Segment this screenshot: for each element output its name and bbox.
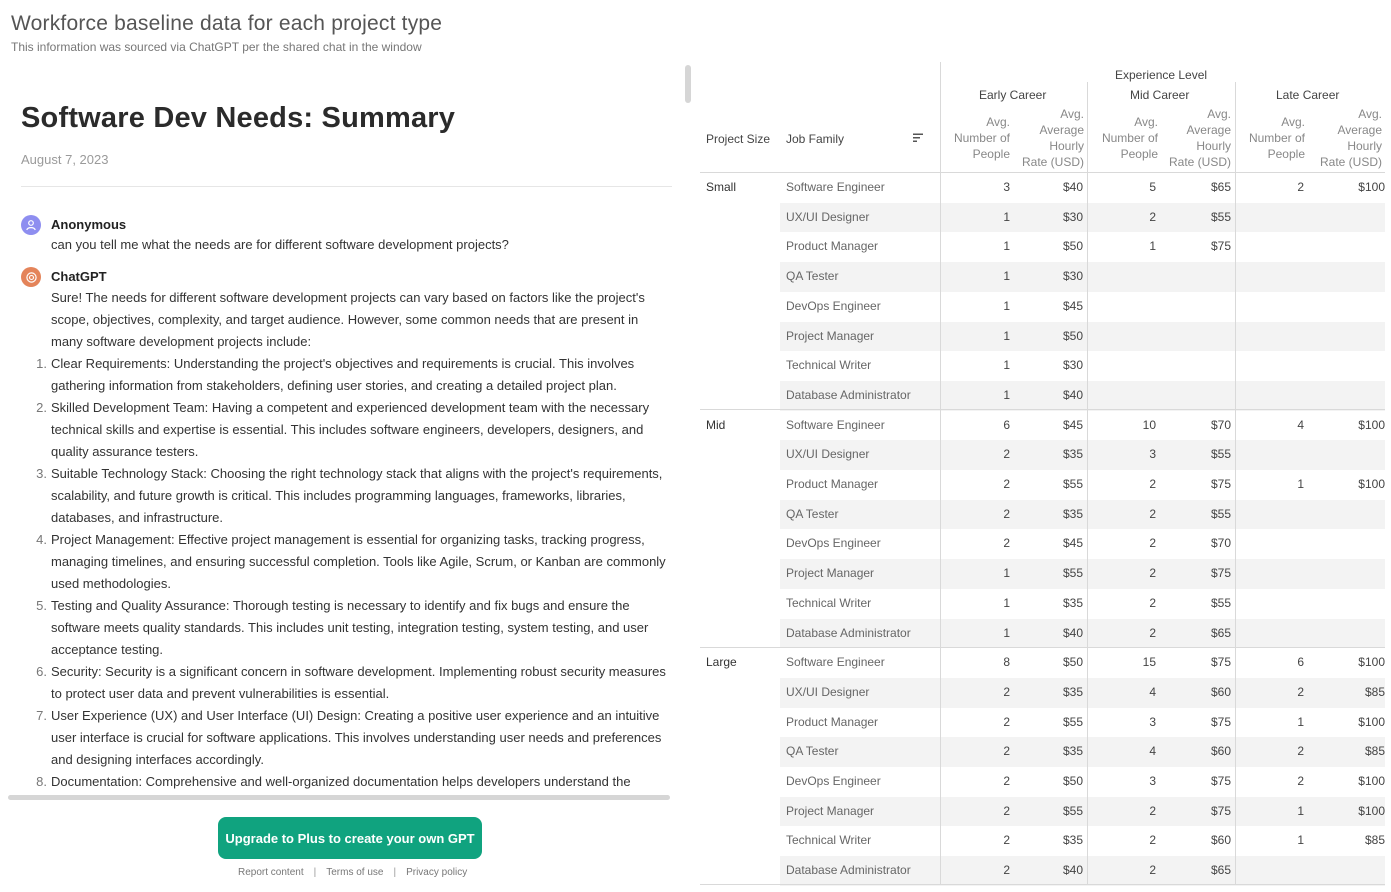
job-family-cell: Product Manager — [786, 477, 879, 491]
hourly-rate-cell — [1310, 203, 1385, 233]
hourly-rate-cell: $55 — [1062, 477, 1083, 491]
job-family-cell: Technical Writer — [786, 595, 872, 610]
job-family-header: Job Family — [786, 132, 845, 146]
grid-line — [700, 409, 1385, 410]
list-text: User Experience (UX) and User Interface (UI) Design: Creating a positive user experience and an intuitive user interface is crucial for software applications. This involves understanding user needs and preferences and designing interfaces accordingly. — [51, 708, 662, 767]
people-count-cell — [1236, 619, 1304, 649]
table-row — [780, 648, 1385, 678]
people-count-cell: 1 — [1003, 298, 1010, 313]
chat-date: August 7, 2023 — [21, 152, 109, 167]
job-family-cell: Product Manager — [786, 239, 879, 254]
people-count-cell — [1088, 322, 1156, 352]
hourly-rate-cell — [1310, 856, 1385, 886]
project-size-label: Mid — [706, 417, 726, 432]
people-count-cell — [1236, 322, 1304, 352]
hourly-rate-cell: $50 — [1062, 655, 1083, 670]
list-number: 3. — [36, 466, 47, 481]
table-row — [780, 203, 1385, 233]
table-row — [780, 232, 1385, 262]
report-content-link[interactable]: Report content — [238, 867, 304, 878]
table-row — [780, 529, 1385, 559]
table-row — [780, 440, 1385, 470]
hourly-rate-cell: $65 — [1210, 180, 1231, 194]
hourly-rate-cell: $55 — [1210, 209, 1231, 224]
people-count-cell: 1 — [1297, 477, 1304, 491]
list-text: Documentation: Comprehensive and well-organized documentation helps developers understand the — [51, 774, 631, 789]
hourly-rate-cell: $75 — [1210, 714, 1231, 729]
table-row — [780, 737, 1385, 767]
hourly-rate-cell: $30 — [1062, 209, 1083, 224]
hourly-rate-cell — [1310, 232, 1385, 262]
hourly-rate-cell: $30 — [1062, 269, 1083, 284]
table-row — [780, 411, 1385, 441]
footer-separator: | — [393, 867, 397, 878]
hourly-rate-cell: $75 — [1210, 477, 1231, 491]
people-count-cell — [1236, 203, 1304, 233]
people-count-cell: 1 — [1297, 714, 1304, 729]
hourly-rate-cell: $75 — [1210, 239, 1231, 254]
hourly-rate-cell: $35 — [1062, 684, 1083, 699]
hourly-rate-cell: $75 — [1210, 566, 1231, 581]
late-career-header: Late Career — [1276, 88, 1340, 102]
user-message: can you tell me what the needs are for different software development projects? — [51, 237, 509, 252]
list-item — [36, 771, 672, 793]
list-item — [36, 595, 672, 661]
list-item — [36, 463, 672, 529]
table-row — [780, 856, 1385, 886]
sort-icon[interactable] — [912, 132, 924, 144]
people-count-cell — [1088, 381, 1156, 411]
people-count-cell: 2 — [1003, 684, 1010, 699]
table-row — [780, 351, 1385, 381]
avg-rate-header: Avg. Average Hourly Rate (USD) — [1319, 107, 1382, 169]
project-size-label: Large — [706, 655, 737, 670]
hourly-rate-cell: $45 — [1062, 298, 1083, 313]
hourly-rate-cell — [1163, 381, 1231, 411]
people-count-cell: 2 — [1149, 625, 1156, 640]
people-count-cell: 4 — [1149, 684, 1156, 699]
job-family-cell: Software Engineer — [786, 655, 885, 670]
people-count-cell: 1 — [1003, 625, 1010, 640]
grid-line — [700, 884, 1385, 885]
avg-people-header: Avg. Number of People — [1101, 115, 1158, 161]
list-item — [36, 705, 672, 771]
hourly-rate-cell: $35 — [1062, 447, 1083, 462]
job-family-cell: DevOps Engineer — [786, 298, 881, 313]
list-text: Project Management: Effective project management is essential for organizing tasks, tracking progress, managing timelines, and ensuring successful completion. Tools like Agile, Scrum, or Kanban are commonly used methodologies. — [51, 532, 666, 591]
hourly-rate-cell: $100 — [1358, 417, 1385, 432]
privacy-policy-link[interactable]: Privacy policy — [406, 867, 468, 878]
people-count-cell: 5 — [1149, 180, 1156, 194]
job-family-cell: UX/UI Designer — [786, 447, 870, 462]
avg-people-header: Avg. Number of People — [1248, 115, 1305, 161]
people-count-cell — [1088, 292, 1156, 322]
list-text: Skilled Development Team: Having a competent and experienced development team with the necessary technical skills and expertise is essential. This includes software engineers, developers, designers, and quality assurance testers. — [51, 400, 650, 459]
table-row — [780, 173, 1385, 203]
table-row — [780, 767, 1385, 797]
chat-panel — [0, 62, 694, 892]
job-family-cell: Project Manager — [786, 803, 875, 818]
people-count-cell: 2 — [1149, 566, 1156, 581]
user-name: Anonymous — [51, 217, 127, 232]
people-count-cell: 1 — [1149, 239, 1156, 254]
job-family-cell: DevOps Engineer — [786, 536, 881, 551]
terms-of-use-link[interactable]: Terms of use — [326, 867, 384, 878]
hourly-rate-cell — [1163, 351, 1231, 381]
divider — [21, 186, 672, 187]
people-count-cell — [1236, 856, 1304, 886]
table-row — [780, 322, 1385, 352]
project-size-header: Project Size — [706, 132, 771, 146]
chatgpt-avatar — [21, 267, 41, 287]
people-count-cell: 2 — [1003, 803, 1010, 818]
job-family-cell: QA Tester — [786, 506, 839, 521]
people-count-cell: 1 — [1297, 833, 1304, 848]
people-count-cell: 2 — [1003, 447, 1010, 462]
people-count-cell: 2 — [1003, 744, 1010, 759]
people-count-cell: 3 — [1149, 774, 1156, 788]
grid-line — [700, 172, 1385, 173]
hourly-rate-cell: $30 — [1062, 358, 1083, 373]
mid-career-header: Mid Career — [1130, 88, 1190, 102]
list-text: Suitable Technology Stack: Choosing the right technology stack that aligns with the project's requirements, scalability, and future growth is critical. This includes programming languages, frameworks, libraries, databases, and infrastructure. — [51, 466, 663, 525]
people-count-cell: 6 — [1003, 417, 1010, 432]
hourly-rate-cell — [1163, 292, 1231, 322]
list-number: 7. — [36, 708, 47, 723]
people-count-cell: 2 — [1149, 209, 1156, 224]
people-count-cell: 1 — [1003, 239, 1010, 254]
people-count-cell — [1236, 529, 1304, 559]
job-family-cell: QA Tester — [786, 269, 839, 284]
people-count-cell: 1 — [1003, 328, 1010, 343]
hourly-rate-cell: $40 — [1062, 625, 1083, 640]
workforce-table — [700, 62, 1385, 892]
hourly-rate-cell: $35 — [1062, 744, 1083, 759]
people-count-cell: 2 — [1297, 744, 1304, 759]
people-count-cell — [1236, 232, 1304, 262]
hourly-rate-cell — [1310, 381, 1385, 411]
job-family-cell: Project Manager — [786, 328, 875, 343]
upgrade-button[interactable]: Upgrade to Plus to create your own GPT — [218, 817, 482, 859]
experience-level-header: Experience Level — [1115, 68, 1208, 82]
list-item — [36, 529, 672, 595]
grid-line — [700, 647, 1385, 648]
list-number: 1. — [36, 356, 47, 371]
list-item — [36, 353, 672, 397]
job-family-cell: UX/UI Designer — [786, 684, 870, 699]
hourly-rate-cell: $70 — [1210, 417, 1231, 432]
grid-line — [1087, 82, 1088, 884]
people-count-cell: 2 — [1297, 684, 1304, 699]
user-icon — [25, 219, 37, 231]
hourly-rate-cell: $55 — [1210, 506, 1231, 521]
people-count-cell: 2 — [1003, 536, 1010, 551]
people-count-cell: 3 — [1149, 714, 1156, 729]
hourly-rate-cell: $100 — [1358, 774, 1385, 788]
job-family-cell: UX/UI Designer — [786, 209, 870, 224]
hourly-rate-cell: $40 — [1062, 180, 1083, 194]
hourly-rate-cell: $55 — [1062, 566, 1083, 581]
job-family-cell: Database Administrator — [786, 387, 911, 402]
avg-rate-header: Avg. Average Hourly Rate (USD) — [1021, 107, 1084, 169]
hourly-rate-cell — [1163, 322, 1231, 352]
job-family-cell: Product Manager — [786, 714, 879, 729]
table-row — [780, 708, 1385, 738]
hourly-rate-cell: $40 — [1062, 863, 1083, 878]
project-size-label: Small — [706, 180, 737, 194]
hourly-rate-cell: $55 — [1062, 803, 1083, 818]
early-career-header: Early Career — [979, 88, 1047, 102]
hourly-rate-cell: $60 — [1210, 744, 1231, 759]
people-count-cell: 2 — [1003, 774, 1010, 788]
hourly-rate-cell — [1310, 440, 1385, 470]
job-family-cell: Software Engineer — [786, 417, 885, 432]
people-count-cell: 6 — [1297, 655, 1304, 670]
table-row — [780, 292, 1385, 322]
people-count-cell: 2 — [1297, 180, 1304, 194]
hourly-rate-cell — [1310, 292, 1385, 322]
table-row — [780, 678, 1385, 708]
list-number: 8. — [36, 774, 47, 789]
people-count-cell — [1236, 440, 1304, 470]
list-number: 4. — [36, 532, 47, 547]
hourly-rate-cell — [1310, 619, 1385, 649]
hourly-rate-cell — [1163, 262, 1231, 292]
people-count-cell: 15 — [1142, 655, 1156, 670]
people-count-cell — [1236, 262, 1304, 292]
people-count-cell — [1236, 559, 1304, 589]
table-row — [780, 470, 1385, 500]
hourly-rate-cell: $65 — [1210, 863, 1231, 878]
people-count-cell: 1 — [1003, 387, 1010, 402]
openai-logo-icon — [25, 271, 38, 284]
hourly-rate-cell: $55 — [1210, 595, 1231, 610]
horizontal-scrollbar[interactable] — [8, 795, 670, 800]
people-count-cell: 1 — [1297, 803, 1304, 818]
hourly-rate-cell: $75 — [1210, 774, 1231, 788]
people-count-cell — [1236, 500, 1304, 530]
hourly-rate-cell: $100 — [1358, 655, 1385, 670]
hourly-rate-cell: $100 — [1358, 477, 1385, 491]
chat-title: Software Dev Needs: Summary — [21, 102, 456, 134]
people-count-cell: 1 — [1003, 209, 1010, 224]
people-count-cell: 2 — [1297, 774, 1304, 788]
table-row — [780, 559, 1385, 589]
hourly-rate-cell: $100 — [1358, 803, 1385, 818]
avg-rate-header: Avg. Average Hourly Rate (USD) — [1168, 107, 1231, 169]
list-number: 2. — [36, 400, 47, 415]
people-count-cell: 8 — [1003, 655, 1010, 670]
people-count-cell: 3 — [1003, 180, 1010, 194]
people-count-cell: 1 — [1003, 566, 1010, 581]
people-count-cell: 4 — [1297, 417, 1304, 432]
people-count-cell — [1088, 262, 1156, 292]
people-count-cell: 2 — [1149, 833, 1156, 848]
hourly-rate-cell: $45 — [1062, 417, 1083, 432]
people-count-cell — [1236, 381, 1304, 411]
hourly-rate-cell: $35 — [1062, 833, 1083, 848]
hourly-rate-cell: $70 — [1210, 536, 1231, 551]
people-count-cell: 2 — [1149, 477, 1156, 491]
people-count-cell: 2 — [1149, 506, 1156, 521]
hourly-rate-cell: $85 — [1364, 744, 1385, 759]
hourly-rate-cell: $100 — [1358, 180, 1385, 194]
people-count-cell — [1236, 292, 1304, 322]
hourly-rate-cell: $75 — [1210, 655, 1231, 670]
people-count-cell — [1236, 589, 1304, 619]
hourly-rate-cell: $35 — [1062, 595, 1083, 610]
assistant-message — [36, 287, 672, 790]
avg-people-header: Avg. Number of People — [953, 115, 1010, 161]
table-row — [780, 826, 1385, 856]
hourly-rate-cell — [1310, 500, 1385, 530]
people-count-cell: 4 — [1149, 744, 1156, 759]
hourly-rate-cell: $50 — [1062, 239, 1083, 254]
people-count-cell: 2 — [1149, 536, 1156, 551]
hourly-rate-cell: $85 — [1364, 833, 1385, 848]
hourly-rate-cell: $55 — [1210, 447, 1231, 462]
grid-line — [940, 62, 941, 884]
hourly-rate-cell: $60 — [1210, 684, 1231, 699]
assistant-name: ChatGPT — [51, 269, 107, 284]
people-count-cell: 2 — [1003, 863, 1010, 878]
people-count-cell: 1 — [1003, 595, 1010, 610]
people-count-cell: 3 — [1149, 447, 1156, 462]
list-item — [36, 397, 672, 463]
table-row — [780, 381, 1385, 411]
grid-line — [1235, 82, 1236, 884]
people-count-cell: 10 — [1142, 417, 1156, 432]
job-family-cell: QA Tester — [786, 744, 839, 759]
hourly-rate-cell: $75 — [1210, 803, 1231, 818]
hourly-rate-cell: $60 — [1210, 833, 1231, 848]
hourly-rate-cell: $65 — [1210, 625, 1231, 640]
footer-links — [238, 867, 467, 878]
people-count-cell: 2 — [1149, 803, 1156, 818]
people-count-cell: 1 — [1003, 358, 1010, 373]
hourly-rate-cell: $100 — [1358, 714, 1385, 729]
page-subtitle: This information was sourced via ChatGPT per the shared chat in the window — [11, 40, 422, 54]
table-row — [780, 262, 1385, 292]
job-family-cell: Project Manager — [786, 566, 875, 581]
people-count-cell: 2 — [1149, 595, 1156, 610]
table-row — [780, 589, 1385, 619]
hourly-rate-cell: $85 — [1364, 684, 1385, 699]
table-row — [780, 500, 1385, 530]
table-row — [780, 619, 1385, 649]
page-title: Workforce baseline data for each project type — [11, 12, 443, 35]
hourly-rate-cell — [1310, 529, 1385, 559]
job-family-cell: Technical Writer — [786, 833, 872, 848]
job-family-cell: Database Administrator — [786, 625, 911, 640]
list-text: Clear Requirements: Understanding the project's objectives and requirements is crucial. This involves gathering information from stakeholders, defining user stories, and creating a detailed project plan. — [51, 356, 635, 393]
assistant-intro: Sure! The needs for different software development projects can vary based on factors like the project's scope, objectives, complexity, and target audience. However, some common needs that are present in many software development projects include: — [51, 290, 645, 349]
list-number: 6. — [36, 664, 47, 679]
hourly-rate-cell — [1310, 559, 1385, 589]
hourly-rate-cell: $45 — [1062, 536, 1083, 551]
needs-list — [36, 353, 672, 793]
job-family-cell: DevOps Engineer — [786, 774, 881, 788]
people-count-cell: 1 — [1003, 269, 1010, 284]
user-avatar — [21, 215, 41, 235]
people-count-cell: 2 — [1149, 863, 1156, 878]
vertical-scrollbar[interactable] — [685, 65, 691, 103]
people-count-cell: 2 — [1003, 506, 1010, 521]
list-number: 5. — [36, 598, 47, 613]
people-count-cell: 2 — [1003, 477, 1010, 491]
footer-separator: | — [313, 867, 317, 878]
job-family-cell: Database Administrator — [786, 863, 911, 878]
hourly-rate-cell — [1310, 351, 1385, 381]
hourly-rate-cell: $35 — [1062, 506, 1083, 521]
list-text: Testing and Quality Assurance: Thorough testing is necessary to identify and fix bugs and ensure the software meets quality standards. This includes unit testing, integration testing, system testing, and user acceptance testing. — [51, 598, 649, 657]
job-family-cell: Technical Writer — [786, 358, 872, 373]
people-count-cell — [1088, 351, 1156, 381]
people-count-cell: 2 — [1003, 714, 1010, 729]
job-family-cell: Software Engineer — [786, 180, 885, 194]
hourly-rate-cell: $50 — [1062, 328, 1083, 343]
hourly-rate-cell — [1310, 322, 1385, 352]
list-item — [36, 661, 672, 705]
people-count-cell — [1236, 351, 1304, 381]
list-text: Security: Security is a significant concern in software development. Implementing robust security measures to protect user data and prevent vulnerabilities is essential. — [51, 664, 666, 701]
people-count-cell: 2 — [1003, 833, 1010, 848]
table-row — [780, 797, 1385, 827]
hourly-rate-cell: $50 — [1062, 774, 1083, 788]
hourly-rate-cell — [1310, 262, 1385, 292]
hourly-rate-cell: $55 — [1062, 714, 1083, 729]
hourly-rate-cell — [1310, 589, 1385, 619]
hourly-rate-cell: $40 — [1062, 387, 1083, 402]
